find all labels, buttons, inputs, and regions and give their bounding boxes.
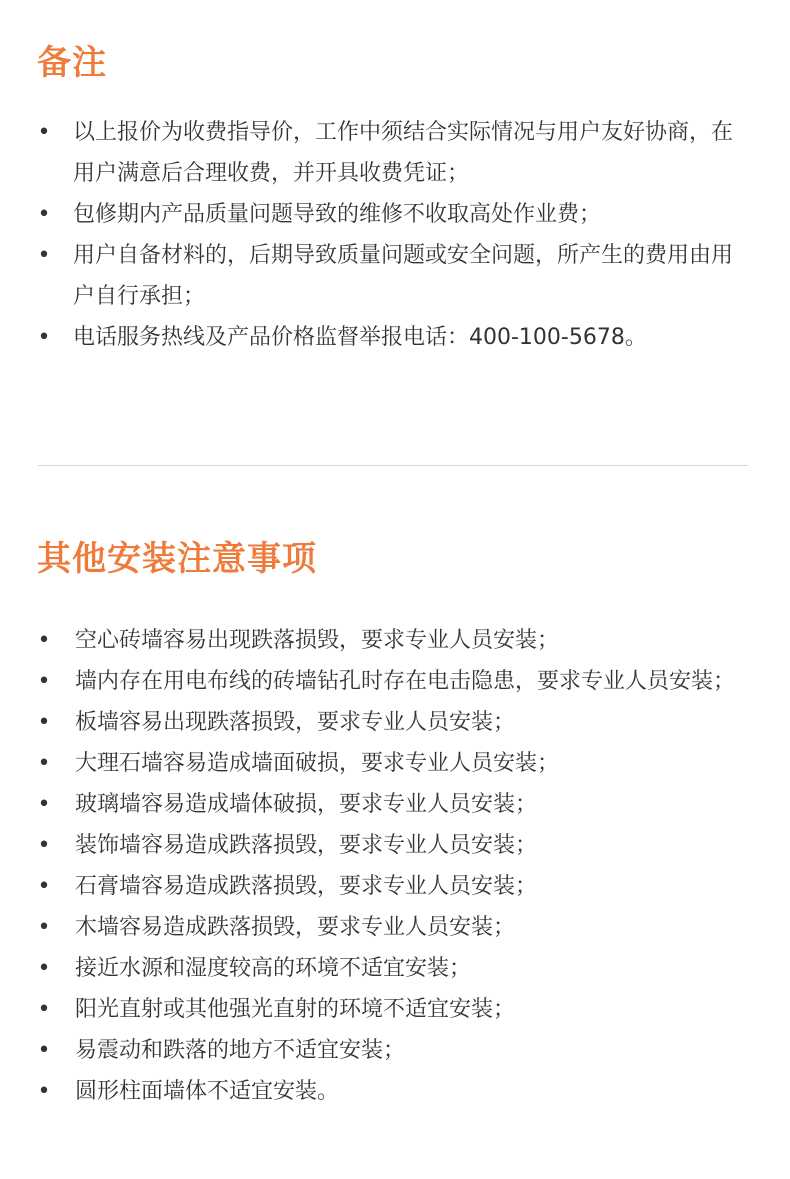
list-item-text: 电话服务热线及产品价格监督举报电话：400-100-5678。 bbox=[73, 325, 647, 350]
list-item bbox=[0, 235, 790, 317]
bullet-icon: • bbox=[37, 628, 51, 653]
remarks-title: 备注 bbox=[37, 43, 107, 83]
list-item bbox=[0, 784, 790, 825]
list-item bbox=[0, 989, 790, 1030]
list-item-text: 大理石墙容易造成墙面破损，要求专业人员安装； bbox=[75, 751, 560, 776]
bullet-icon: • bbox=[37, 833, 51, 858]
list-item bbox=[0, 743, 790, 784]
list-item-text: 墙内存在用电布线的砖墙钻孔时存在电击隐患，要求专业人员安装； bbox=[75, 669, 736, 694]
list-item bbox=[0, 907, 790, 948]
bullet-icon: • bbox=[37, 243, 51, 268]
installation-notes-list bbox=[0, 620, 790, 1112]
list-item-text: 木墙容易造成跌落损毁，要求专业人员安装； bbox=[75, 915, 516, 940]
list-item-text: 空心砖墙容易出现跌落损毁，要求专业人员安装； bbox=[75, 628, 560, 653]
installation-notes-title: 其他安装注意事项 bbox=[37, 539, 317, 579]
list-item-text: 接近水源和湿度较高的环境不适宜安装； bbox=[75, 956, 472, 981]
section-divider bbox=[38, 465, 748, 466]
list-item bbox=[0, 825, 790, 866]
bullet-icon: • bbox=[37, 792, 51, 817]
list-item bbox=[0, 948, 790, 989]
bullet-icon: • bbox=[37, 997, 51, 1022]
list-item bbox=[0, 620, 790, 661]
list-item-text: 以上报价为收费指导价，工作中须结合实际情况与用户友好协商，在用户满意后合理收费，并开具收费凭证； bbox=[73, 120, 734, 186]
list-item-text: 玻璃墙容易造成墙体破损，要求专业人员安装； bbox=[75, 792, 538, 817]
remarks-list bbox=[0, 112, 790, 358]
list-item-text: 石膏墙容易造成跌落损毁，要求专业人员安装； bbox=[75, 874, 538, 899]
list-item-text: 板墙容易出现跌落损毁，要求专业人员安装； bbox=[75, 710, 516, 735]
list-item bbox=[0, 866, 790, 907]
list-item bbox=[0, 661, 790, 702]
list-item bbox=[0, 194, 790, 235]
bullet-icon: • bbox=[37, 325, 51, 350]
list-item-text: 装饰墙容易造成跌落损毁，要求专业人员安装； bbox=[75, 833, 538, 858]
bullet-icon: • bbox=[37, 1079, 51, 1104]
bullet-icon: • bbox=[37, 874, 51, 899]
list-item-text: 圆形柱面墙体不适宜安装。 bbox=[75, 1079, 340, 1104]
bullet-icon: • bbox=[37, 120, 51, 145]
bullet-icon: • bbox=[37, 202, 51, 227]
bullet-icon: • bbox=[37, 669, 51, 694]
bullet-icon: • bbox=[37, 710, 51, 735]
list-item bbox=[0, 1071, 790, 1112]
list-item bbox=[0, 317, 790, 358]
bullet-icon: • bbox=[37, 751, 51, 776]
list-item bbox=[0, 702, 790, 743]
bullet-icon: • bbox=[37, 915, 51, 940]
list-item bbox=[0, 112, 790, 194]
bullet-icon: • bbox=[37, 956, 51, 981]
list-item-text: 用户自备材料的，后期导致质量问题或安全问题，所产生的费用由用户自行承担； bbox=[73, 243, 734, 309]
list-item-text: 阳光直射或其他强光直射的环境不适宜安装； bbox=[75, 997, 516, 1022]
list-item-text: 包修期内产品质量问题导致的维修不收取高处作业费； bbox=[73, 202, 602, 227]
list-item bbox=[0, 1030, 790, 1071]
list-item-text: 易震动和跌落的地方不适宜安装； bbox=[75, 1038, 406, 1063]
bullet-icon: • bbox=[37, 1038, 51, 1063]
